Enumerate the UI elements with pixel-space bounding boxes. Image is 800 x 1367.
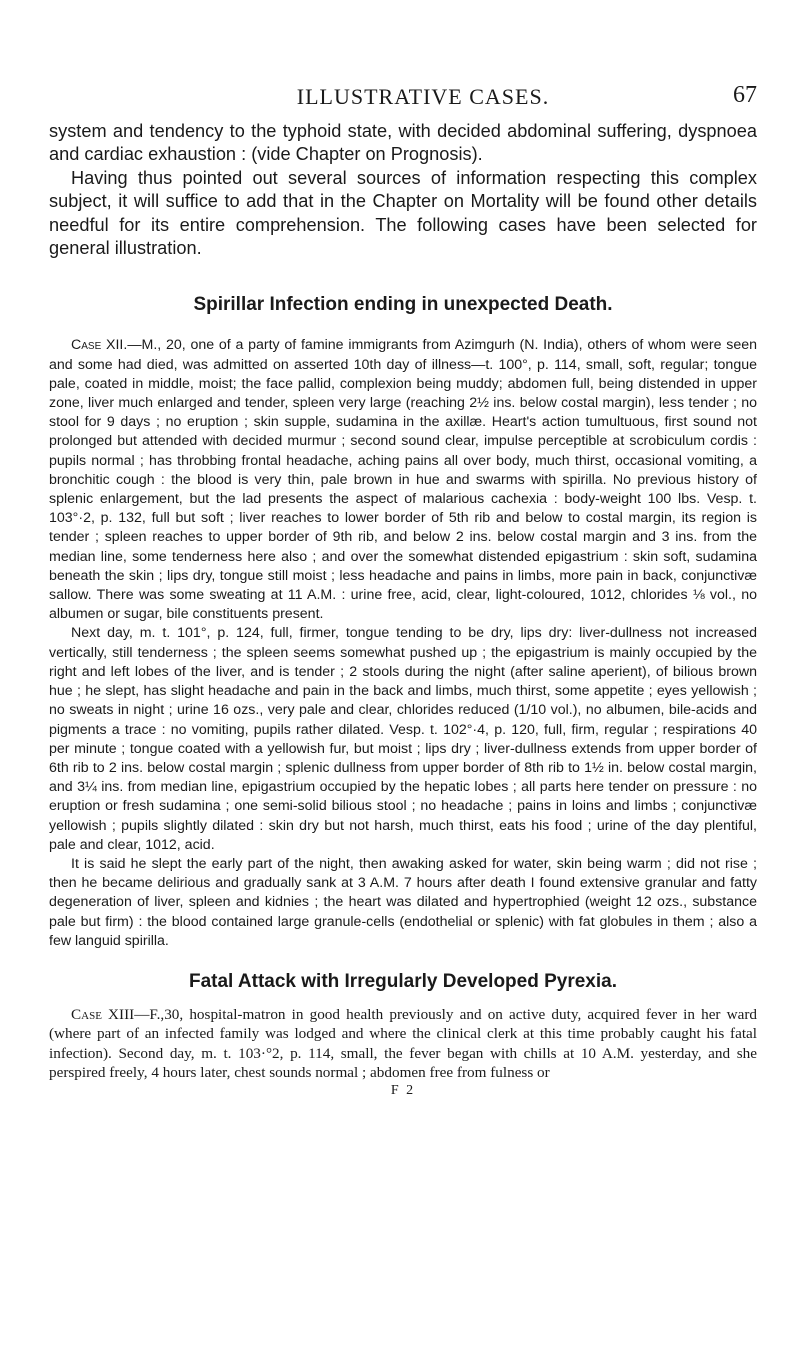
case-xii-paragraph-1 xyxy=(49,336,757,624)
signature-mark: F 2 xyxy=(390,1082,416,1098)
intro-paragraph-2: Having thus pointed out several sources of information respecting this complex subject, it will suffice to add that in the Chapter on Mortality will be found other details needful for its entire comprehension. The following cases have been selected for general illustration. xyxy=(49,167,757,259)
case-xiii-text: —F.,30, hospital-matron in good health previously and on active duty, acquired fever in her ward (where part of an infected family was lodged and where the clinical clerk at this time probably caught his fatal infection). Second day, m. t. 103·°2, p. 114, small, the fever began with chills at 10 A.M. yesterday, and she perspired freely, 4 hours later, chest sounds normal ; abdomen free from fulness or xyxy=(49,1005,757,1082)
case-xiii-label: Case XIII xyxy=(71,1005,135,1023)
section-heading-spirillar: Spirillar Infection ending in unexpected Death. xyxy=(193,294,613,316)
case-xiii-paragraph xyxy=(49,1005,757,1083)
page xyxy=(49,84,757,1099)
section-heading-fatal-attack: Fatal Attack with Irregularly Developed Pyrexia. xyxy=(188,970,617,992)
case-xii-paragraph-2: Next day, m. t. 101°, p. 124, full, firmer, tongue tending to be dry, lips dry: liver-dullness not increased vertically, still tenderness ; the spleen seems somewhat pushed up ; the epigastrium is mainly occupied by the right and left lobes of the liver, and is tender ; 2 stools during the night (after saline aperient), of bilious brown hue ; he slept, has slight headache and pain in the back and limbs, much thirst, some appetite ; eyes yellowish ; no sweats in night ; urine 16 ozs., very pale and clear, chlorides reduced (1/10 vol.), no albumen, bile-acids and pigments a trace : no vomiting, pupils rather dilated. Vesp. t. 102°·4, p. 120, full, firm, regular ; respirations 40 per minute ; tongue coated with a yellowish fur, but moist ; lips dry ; liver-dullness extends from upper border of 6th rib to 2 ins. below costal margin ; splenic dullness from upper border of 8th rib to 1½ in. below costal margin, and 3¼ ins. from median line, epigastrium occupied by the hepatic lobes ; all parts here tender on pressure : no eruption or fresh sudamina ; one semi-solid bilious stool ; no headache ; pains in loins and limbs ; conjunctivæ yellowish ; pupils slightly dilated : skin dry but not harsh, much thirst, eats his food ; urine of the day plentiful, pale and clear, 1012, acid. xyxy=(49,625,757,853)
case-xii-label: Case XII. xyxy=(71,337,128,354)
intro-paragraph-1: system and tendency to the typhoid state, with decided abdominal suffering, dyspnoea and cardiac exhaustion : (vide Chapter on Prognosis). xyxy=(49,121,757,165)
running-head xyxy=(49,84,757,120)
case-xii-text-1: —M., 20, one of a party of famine immigrants from Azimgurh (N. India), others of whom were seen and some had died, was admitted on asserted 10th day of illness—t. 100°, p. 114, small, soft, regular; tongue pale, coated in middle, moist; the face pallid, complexion being muddy; abdomen full, being distended in upper zone, liver much enlarged and tender, spleen very large (reaching 2½ ins. below costal margin), less tender ; no stool for 9 days ; no eruption ; skin supple, sudamina in the axillæ. Heart's action tumultuous, first sound not prolonged but attended with decided murmur ; second sound clear, impulse perceptible at scrobiculum cordis : pupils normal ; has throbbing frontal headache, aching pains all over body, much thirst, occasional vomiting, a bronchitic cough : the blood is very thin, pale brown in hue and swarms with spirilla. No previous history of splenic enlargement, but the lad presents the aspect of malarious cachexia : body-weight 100 lbs. Vesp. t. 103°·2, p. 132, full but soft ; liver reaches to lower border of 5th rib and below to costal margin, its region is tender ; spleen reaches to upper border of 9th rib, and below 2 ins. below costal margin and 3 ins. from the median line, some tenderness here also ; and over the somewhat distended epigastrium : skin soft, sudamina beneath the skin ; lips dry, tongue still moist ; less headache and pains in limbs, more pain in back, conjunctivæ sallow. There was some sweating at 11 A.M. : urine free, acid, clear, light-coloured, 1012, chlorides ⅛ vol., no albumen or sugar, bile constituents present. xyxy=(49,337,757,623)
page-number: 67 xyxy=(733,82,757,108)
running-head-title: ILLUSTRATIVE CASES. xyxy=(296,84,550,109)
case-xii-paragraph-3: It is said he slept the early part of the night, then awaking asked for water, skin being warm ; did not rise ; then he became delirious and gradually sank at 3 A.M. 7 hours after death I found extensive granular and fatty degeneration of liver, spleen and kidnies ; the heart was dilated and hypertrophied (weight 12 ozs., substance pale but firm) : the blood contained large granule-cells (endothelial or splenic) with fat globules in them ; also a few languid spirilla. xyxy=(49,855,757,949)
